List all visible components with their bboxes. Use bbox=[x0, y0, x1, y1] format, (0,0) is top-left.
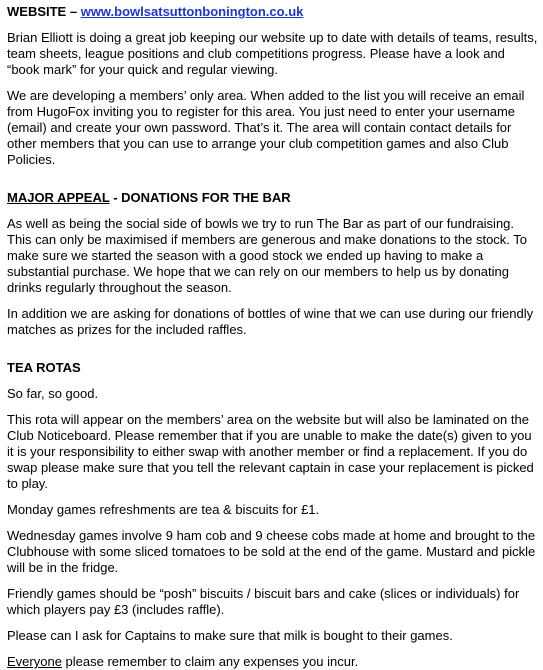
website-paragraph-1: Brian Elliott is doing a great job keeping our website up to date with details of teams, results, team sheets, league positions and club competitions progress. Please have a look and “book mark” for your quick and regular viewing. bbox=[7, 30, 538, 77]
appeal-heading bbox=[7, 190, 538, 206]
website-link[interactable]: www.bowlsatsuttonbonington.co.uk bbox=[80, 4, 304, 19]
website-paragraph-2: We are developing a members’ only area. When added to the list you will receive an email from HugoFox inviting you to register for this area. You just need to enter your username (email) and create your own password. That’s it. The area will contain contact details for other members that you can use to arrange your club competition games and also Club Policies. bbox=[7, 88, 525, 167]
final-text: please remember to claim any expenses you incur. bbox=[61, 654, 359, 669]
tea-heading: TEA ROTAS bbox=[7, 360, 81, 375]
heading-dash: – bbox=[66, 4, 81, 19]
tea-paragraph-3: Monday games refreshments are tea & biscuits for £1. bbox=[7, 502, 320, 517]
tea-paragraph-4: Wednesday games involve 9 ham cob and 9 cheese cobs made at home and brought to the Clubhouse with some sliced tomatoes to be sold at the end of the game. Mustard and pickle will be in the fridge. bbox=[7, 528, 536, 575]
tea-paragraph-5: Friendly games should be “posh” biscuits / biscuit bars and cake (slices or individuals) for which players pay £3 (includes raffle). bbox=[7, 586, 520, 617]
everyone-text: Everyone bbox=[7, 654, 62, 669]
tea-paragraph-2: This rota will appear on the members’ area on the website but will also be laminated on the Club Noticeboard. Please remember that if you are unable to make the date(s) given to you it is your responsibility to either swap with another member or find a replacement. If you do swap please make sure that you tell the relevant captain in case your replacement is picked to play. bbox=[7, 412, 534, 491]
appeal-paragraph-2: In addition we are asking for donations of bottles of wine that we can use during our friendly matches as prizes for the included raffles. bbox=[7, 306, 534, 337]
appeal-label: MAJOR APPEAL bbox=[7, 190, 110, 205]
tea-final-paragraph bbox=[7, 654, 538, 670]
tea-paragraph-1: So far, so good. bbox=[7, 386, 99, 401]
appeal-paragraph-1: As well as being the social side of bowls we try to run The Bar as part of our fundraising. This can only be maximised if members are generous and make donations to the stock. To make sure we started the season with a good stock we ended up having to make a substantial purchase. We hope that we can rely on our members to help us by donating drinks regularly throughout the season. bbox=[7, 216, 528, 295]
website-heading bbox=[7, 4, 538, 20]
appeal-subtitle: - DONATIONS FOR THE BAR bbox=[109, 190, 291, 205]
website-label: WEBSITE bbox=[7, 4, 67, 19]
tea-paragraph-6: Please can I ask for Captains to make sure that milk is bought to their games. bbox=[7, 628, 453, 643]
